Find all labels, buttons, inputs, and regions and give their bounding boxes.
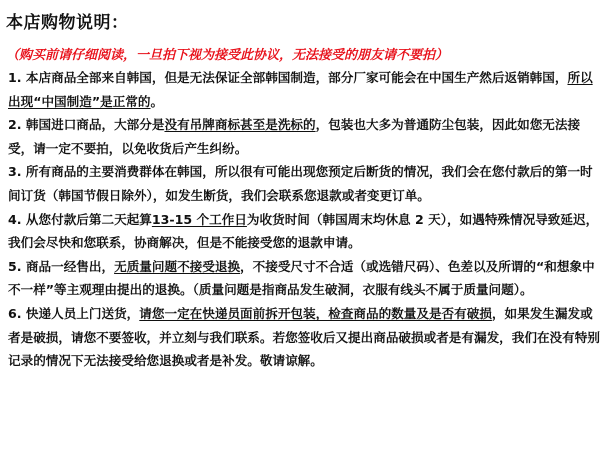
instruction-item-2 [8,113,600,160]
instruction-item-1 [8,66,600,113]
instruction-highlight: 所以出现“中国制造”是正常的 [8,70,593,109]
instruction-text: ，包装也大多为普通防尘包装，因此如您无法接受，请一定不要拍，以免收货后产生纠纷。 [8,117,581,156]
instruction-highlight: 13-15 个工作日 [151,211,247,227]
instruction-highlight: 没有吊牌商标甚至是洗标的 [164,117,316,133]
instruction-highlight: 请您一定在快递员面前拆开包装，检查商品的数量及是否有破损 [139,305,492,321]
instruction-item-6 [8,302,600,373]
instruction-text: 。 [150,93,164,109]
instruction-text: 1. 本店商品全部来自韩国，但是无法保证全部韩国制造，部分厂家可能会在中国生产然后返销韩国， [8,70,568,85]
instruction-highlight: 无质量问题不接受退换 [114,258,241,274]
instruction-text: 为收货时间（韩国周末均休息 2 天），如遇特殊情况导致延迟，我们会尽快和您联系，协商解决，但是不能接受您的退款申请。 [8,211,599,251]
instruction-text: ，不接受尺寸不合适（或选错尺码）、色差以及所谓的“和想象中不一样”等主观理由提出的退换。（质量问题是指商品发生破洞，衣服有线头不属于质量问题）。 [8,258,595,298]
instruction-item-4 [8,208,600,255]
instruction-item-3 [8,160,600,207]
instruction-text: ，如果发生漏发或者是破损，请您不要签收，并立刻与我们联系。若您签收后又提出商品破损或者是有漏发，我们在没有特别记录的情况下无法接受给您退换或者是补发。敬请谅解。 [8,305,600,369]
instruction-text: 6. 快递人员上门送货， [8,305,140,321]
instructions-body [8,66,600,373]
instruction-text: 3. 所有商品的主要消费群体在韩国，所以很有可能出现您预定后断货的情况，我们会在您付款后的第一时间订货（韩国节假日除外），如发生断货，我们会联系您退款或者变更订单。 [8,164,593,203]
instruction-text: 5. 商品一经售出， [8,258,115,274]
instruction-text: 4. 从您付款后第二天起算 [8,211,152,227]
page-title: 本店购物说明： [6,13,129,33]
instruction-text: 2. 韩国进口商品，大部分是 [8,117,165,133]
instruction-item-5 [8,255,600,302]
purchase-notice: （购买前请仔细阅读，一旦拍下视为接受此协议，无法接受的朋友请不要拍） [6,48,449,63]
